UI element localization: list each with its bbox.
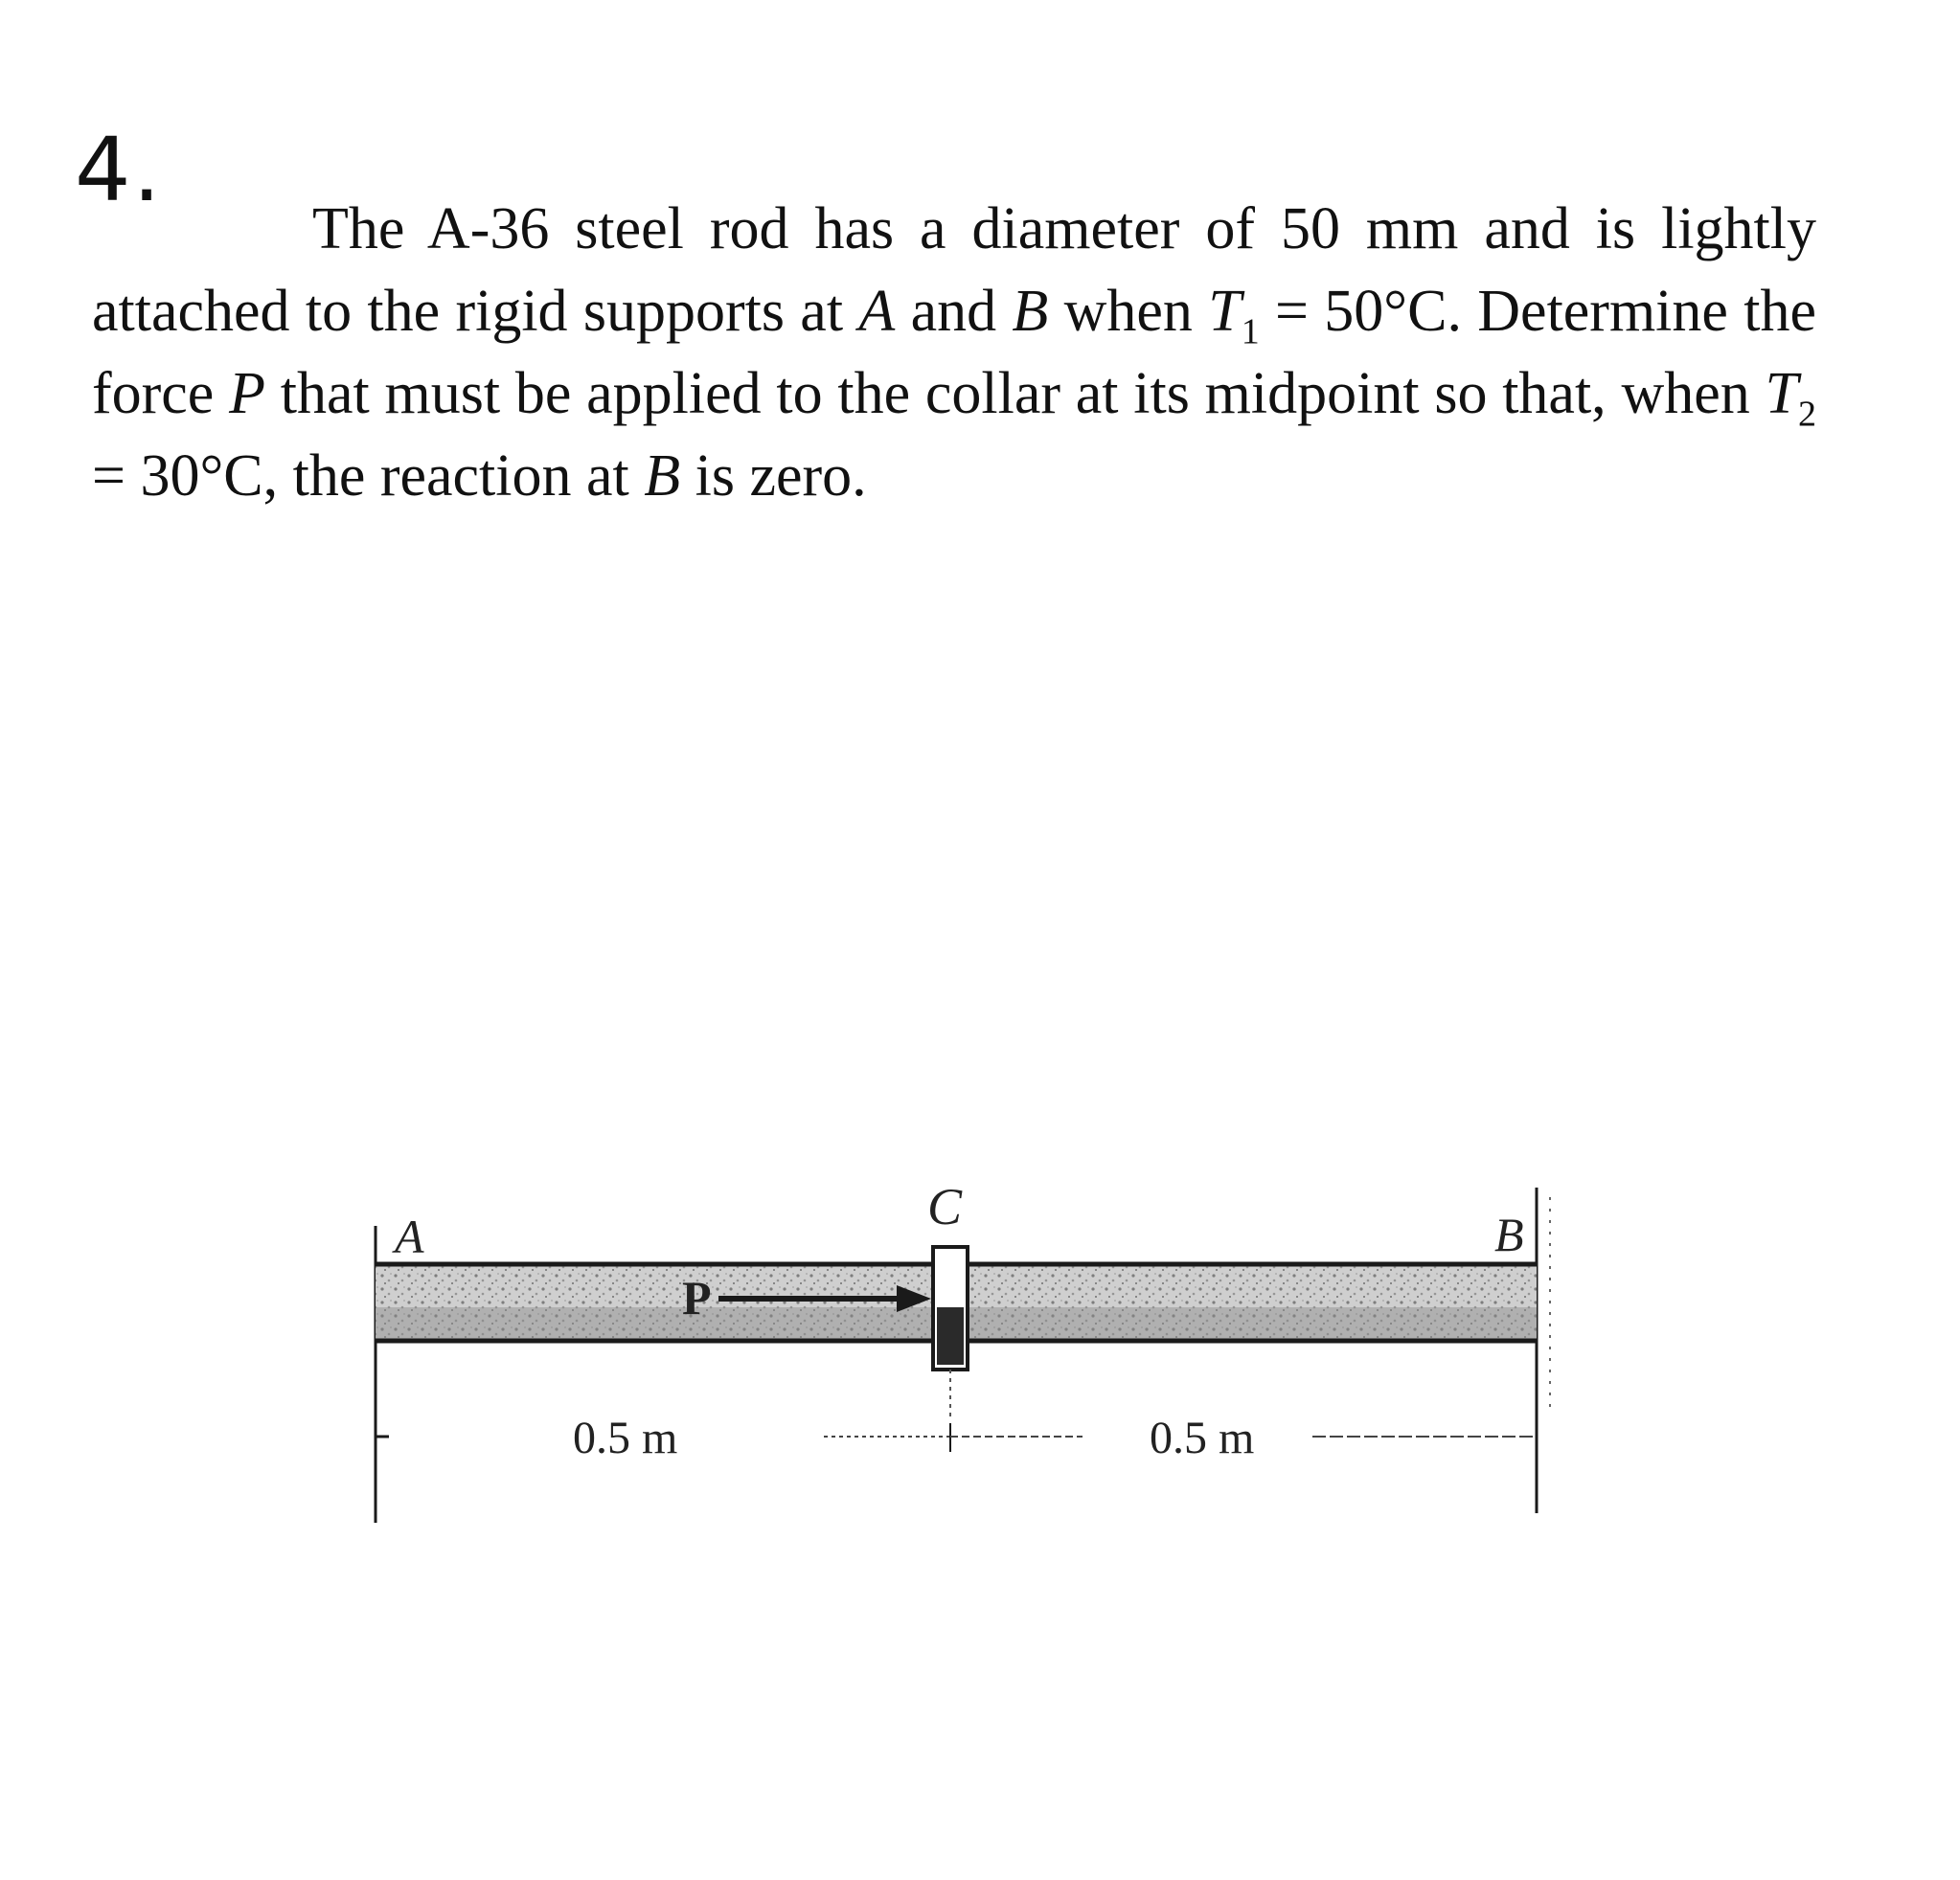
statement-middle: that must be applied to the collar at its midpoint so that, when xyxy=(264,361,1766,426)
point-b-ref: B xyxy=(1012,279,1049,344)
force-p-ref: P xyxy=(229,361,265,426)
t2-subscript: 2 xyxy=(1798,394,1816,435)
rod-diagram xyxy=(326,1111,1629,1552)
t2-symbol: T xyxy=(1765,361,1798,426)
point-b-ref-2: B xyxy=(644,443,681,509)
dimension-left-label: 0.5 m xyxy=(573,1413,678,1463)
label-p: P xyxy=(682,1271,712,1325)
point-a-ref: A xyxy=(858,279,896,344)
problem-statement xyxy=(92,188,1816,517)
t2-value: = 30°C, the reaction at xyxy=(92,443,645,509)
label-c: C xyxy=(927,1178,963,1235)
problem-number: 4. xyxy=(75,119,163,221)
label-a: A xyxy=(395,1210,424,1263)
collar-c-dark xyxy=(937,1307,964,1365)
t1-value: = 50°C. Determine the force xyxy=(92,279,1816,426)
t1-symbol: T xyxy=(1208,279,1242,344)
label-b: B xyxy=(1494,1208,1524,1261)
rod-diagram-svg xyxy=(326,1111,1629,1552)
dimension-right-label: 0.5 m xyxy=(1150,1413,1255,1463)
statement-and: and xyxy=(895,279,1013,344)
t1-subscript: 1 xyxy=(1241,311,1260,352)
statement-intro: The A-36 steel rod has a diameter of 50 mm and is lightly attached to the rigid supports at xyxy=(92,196,1816,344)
statement-when: when xyxy=(1048,279,1209,344)
statement-end: is zero. xyxy=(680,443,867,509)
